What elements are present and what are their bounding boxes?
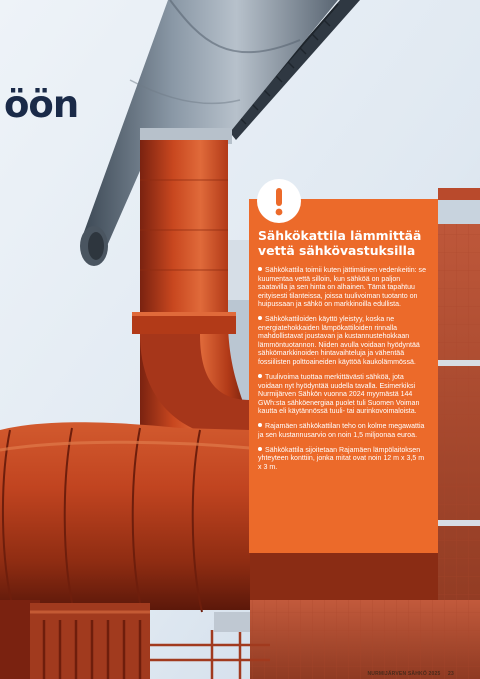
list-item-text: Sähkökattila toimii kuten jättimäinen vedenkeitin: se kuumentaa vettä silloin, kun sähköä on paljon saatavilla ja sen hinta on alhainen. Tämä tapahtuu erityisesti tilanteissa, joissa tuulivoiman tuotanto on huipussaan ja sähkö on markkinoilla edullista. bbox=[258, 267, 426, 309]
bullet-icon bbox=[258, 423, 262, 427]
info-box-title: Sähkökattila lämmittää vettä sähkövastuksilla bbox=[258, 228, 422, 258]
publication-name: NURMIJÄRVEN SÄHKÖ 2025 bbox=[367, 671, 441, 677]
bullet-icon bbox=[258, 267, 262, 271]
list-item-text: Rajamäen sähkökattilan teho on kolme megawattia ja sen kustannusarvio on noin 1,5 miljoonaa euroa. bbox=[258, 423, 425, 439]
list-item bbox=[258, 447, 429, 473]
page-number: 23 bbox=[448, 671, 454, 677]
bullet-icon bbox=[258, 316, 262, 320]
info-box bbox=[249, 199, 438, 553]
list-item-text: Sähkökattila sijoitetaan Rajamäen lämpölaitoksen yhteyteen konttiin, jonka mitat ovat noin 12 m x 3,5 m x 3 m. bbox=[258, 446, 425, 471]
bullet-icon bbox=[258, 447, 262, 451]
list-item bbox=[258, 316, 429, 367]
headline-fragment: öön bbox=[4, 83, 79, 126]
info-box-bullets bbox=[258, 267, 429, 472]
list-item bbox=[258, 267, 429, 310]
list-item bbox=[258, 423, 429, 440]
list-item-text: Tuulivoima tuottaa merkittävästi sähköä, jota voidaan nyt hyödyntää uudella tavalla. Esimerkiksi Nurmijärven Sähkön vuonna 2024 myymästä 144 GWh:sta sähköenergiaa puolet tuli Suomen Voiman kautta eli käytännössä tuuli- tai aurinkovoimaloista. bbox=[258, 374, 420, 416]
exclamation-icon bbox=[257, 179, 301, 223]
list-item bbox=[258, 374, 429, 417]
list-item-text: Sähkökattiloiden käyttö yleistyy, koska ne energiatehokkaiden lämpökattiloiden rinnalla mahdollistavat joustavan ja kustannustehokkaan lämmöntuotannon. Niiden avulla voidaan hyödyntää sähkömarkkinoiden hintavaihteluja ja vähentää fossiilisten polttoaineiden käyttöä kaukolämmössä. bbox=[258, 316, 420, 366]
page-footer bbox=[367, 671, 454, 677]
bullet-icon bbox=[258, 374, 262, 378]
